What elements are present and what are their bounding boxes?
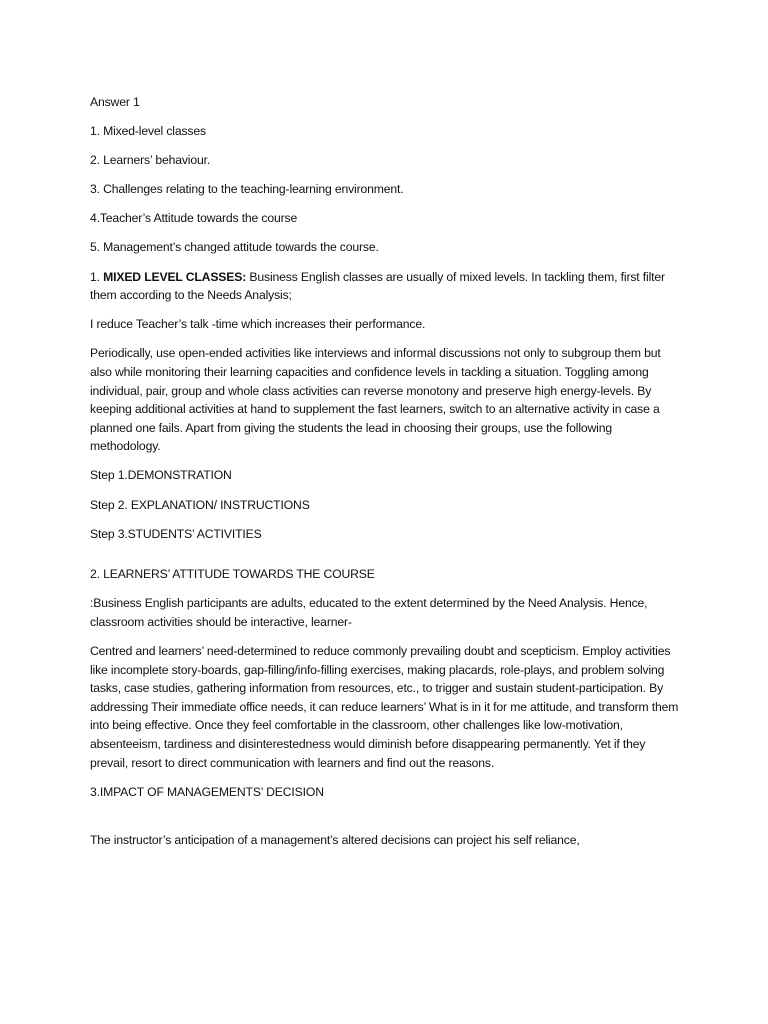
answer-heading: Answer 1 bbox=[90, 95, 140, 109]
list-item: 5. Management’s changed attitude towards the course. bbox=[90, 240, 379, 255]
section2-paragraph: Centred and learners’ need-determined to reduce commonly prevailing doubt and scepticism. Employ activities like incomplete story-boards, gap-filling/info-filling exercises, making placards, role-plays, and problem solving tasks, case studies, gathering information from resources, etc., to trigger and sustain student-participation. By addressing Their immediate office needs, it can reduce learners’ What is in it for me attitude, and transform them into being effective. Once they feel comfortable in the classroom, other challenges like low-motivation, absenteeism, tardiness and disinterestedness would diminish before disappearing permanently. Yet if they prevail, resort to direct communication with learners and find out the reasons. bbox=[90, 643, 679, 770]
step-line bbox=[90, 466, 680, 485]
section3-paragraph: The instructor’s anticipation of a management’s altered decisions can project his self reliance, bbox=[90, 833, 580, 848]
list-item: 2. Learners’ behaviour. bbox=[90, 153, 211, 168]
step-prefix: Step 2. bbox=[90, 497, 131, 512]
section1-intro-paragraph bbox=[90, 268, 680, 305]
list-item: 4.Teacher’s Attitude towards the course bbox=[90, 211, 298, 226]
section1-paragraph: Periodically, use open-ended activities like interviews and informal discussions not only to subgroup them but also while monitoring their learning capacities and confidence levels in tackling a situation. Toggling among individual, pair, group and whole class activities can reverse monotony and preserve high energy-levels. By keeping additional activities at hand to supplement the fast learners, switch to an alternative activity in case a planned one fails. Apart from giving the students the lead in choosing their groups, use the following methodology. bbox=[90, 346, 661, 454]
step-prefix: Step 1. bbox=[90, 468, 128, 483]
step-prefix: Step 3. bbox=[90, 526, 128, 541]
step-label: DEMONSTRATION bbox=[127, 468, 232, 483]
step-line bbox=[90, 496, 680, 515]
section1-paragraph: I reduce Teacher’s talk -time which increases their performance. bbox=[90, 317, 426, 332]
section2-title: 2. LEARNERS’ ATTITUDE TOWARDS THE COURSE bbox=[90, 567, 375, 582]
step-label: EXPLANATION/ INSTRUCTIONS bbox=[130, 497, 310, 512]
section1-intro-text: Business English classes are usually of mixed levels. In tackling them, first filter them according to the Needs Analysis; bbox=[90, 269, 665, 303]
section1-title: MIXED LEVEL CLASSES: bbox=[103, 269, 247, 284]
step-label: STUDENTS’ ACTIVITIES bbox=[127, 526, 262, 541]
section3-title: 3.IMPACT OF MANAGEMENTS’ DECISION bbox=[90, 784, 324, 799]
section2-paragraph: :Business English participants are adults, educated to the extent determined by the Need Analysis. Hence, classroom activities should be interactive, learner- bbox=[90, 596, 648, 629]
list-item: 1. Mixed-level classes bbox=[90, 124, 206, 139]
section1-number: 1. bbox=[90, 269, 104, 284]
document-page bbox=[90, 93, 680, 860]
step-line bbox=[90, 525, 680, 544]
list-item: 3. Challenges relating to the teaching-learning environment. bbox=[90, 182, 404, 197]
